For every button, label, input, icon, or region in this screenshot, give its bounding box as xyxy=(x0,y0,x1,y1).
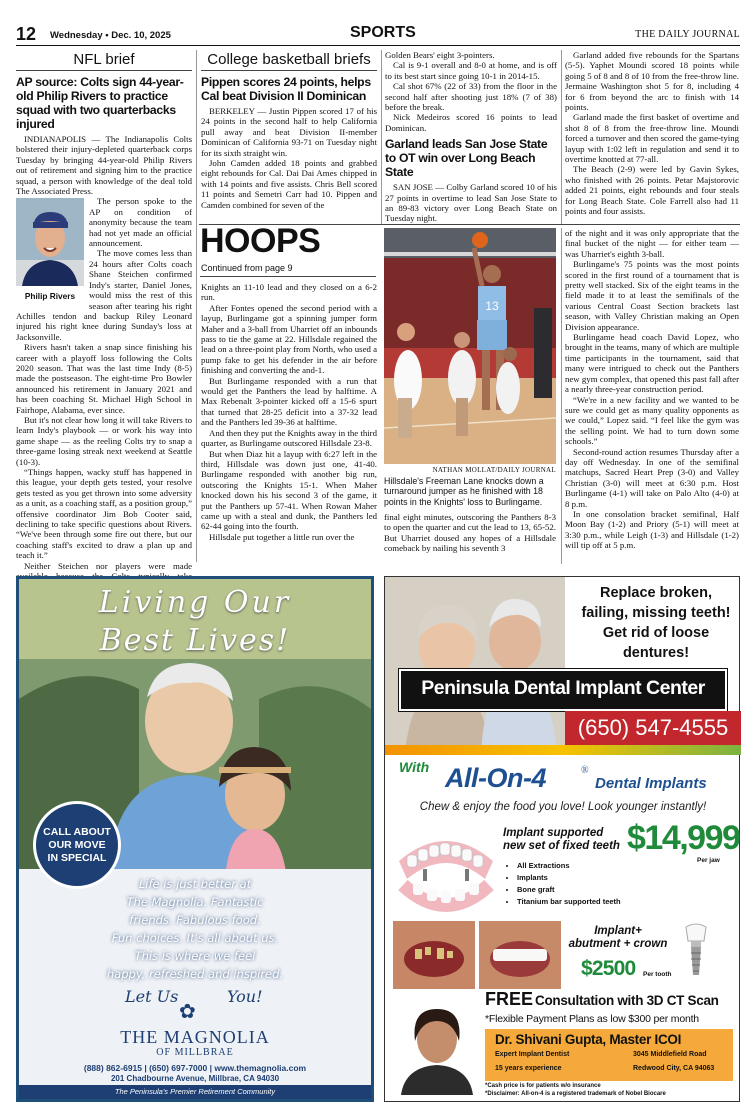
brand-name: THE MAGNOLIA xyxy=(120,1027,270,1047)
college-briefs-col-a xyxy=(201,50,377,222)
headline[interactable]: AP source: Colts sign 44-year-old Philip Rivers to practice squad with two quarterbacks injured xyxy=(16,75,184,131)
page-number: 12 xyxy=(16,24,37,44)
chew-line: Chew & enjoy the food you love! Look younger instantly! xyxy=(419,801,707,813)
paragraph: SAN JOSE — Colby Garland scored 10 of his 27 points in overtime to lead San Jose State to an 89-83 victory over Long Beach State on Tuesday night. xyxy=(385,182,557,224)
paragraph: Cal shot 67% (22 of 33) from the floor in the second half after shooting just 18% (7 of 38) before the break. xyxy=(385,81,557,113)
paragraph: Rivers hasn't taken a snap since finishing his career with a playoff loss following the Colts 2020 season. That was the last time Indy (8-5) made the postseason. The eight-time Pro Bowler announced his retirement in January 2021 and has been coaching St. Michael High School in Fairhope, Alabama, ever since. xyxy=(16,342,192,415)
doctor-photo xyxy=(393,997,481,1095)
paragraph: Hillsdale put together a little run over the xyxy=(209,531,355,542)
paragraph: Neither Steichen nor players were made xyxy=(24,560,192,571)
burst-line: IN SPECIAL xyxy=(47,851,107,864)
registered-mark: ® xyxy=(581,765,589,776)
kicker: NFL brief xyxy=(16,50,192,71)
doctor-name: Dr. Shivani Gupta, Master ICOI xyxy=(495,1032,682,1047)
headline-line-2: Best Lives! xyxy=(99,623,291,658)
tagline-line: Replace broken, xyxy=(599,585,712,601)
implant-heading xyxy=(503,827,620,853)
philip-rivers-photo xyxy=(16,198,84,286)
paragraph: The move comes less than 24 hours after Colts coach Shane Steichen confirmed Indy's starter, Daniel Jones, would miss the rest of this season after tearing his right Achilles tendon and backup Riley Leonard injured his right knee during Sunday's loss at Jacksonville. xyxy=(16,248,192,342)
paragraph: John Camden added 18 points and grabbed eight rebounds for Cal. Dai Dai Ames chipped in with 14 points and five assists. Chris Bell scored 11 points and Semetri Carr had 10. Pippen and Camden combined for seven of the xyxy=(201,158,377,210)
paragraph: Garland made the first basket of overtime and shot 8 of 8 from the free-throw line. Moundi forced a turnover and then scored the game-tying layup with 1:02 left in regulation and send it to overtime knotted at 77-all. xyxy=(565,112,739,165)
paragraph: Burlingame head coach David Lopez, who brought in the teams, many of which are multiple time participants in the tournament, said that many were intrigued to check out the Panthers new gym complex, that opened this past fall after a nearly three-year construction period. xyxy=(565,332,739,395)
paper-name: THE DAILY JOURNAL xyxy=(635,29,740,40)
implant-denture-icon xyxy=(393,825,499,917)
included-item: • All Extractions xyxy=(517,860,621,872)
paragraph: Garland added five rebounds for the Spartans (5-5). Yaphet Moundi scored 18 points while going 5 of 8 and 8 of 10 from the free-throw line. Jermaine Washington shot 5 for 8, including 4 for 6 from beyond the arc to finish with 14 points. xyxy=(565,50,739,113)
body-line: Life is just better at xyxy=(138,877,252,891)
disclaimer: *Disclaimer: All-on-4 is a registered trademark of Nobel Biocare xyxy=(485,1091,666,1097)
tagline xyxy=(573,583,739,663)
per-tooth: Per tooth xyxy=(643,971,672,978)
footer-bar xyxy=(19,1085,371,1099)
paragraph: “We're in a new facility and we wanted to be sure we could get as many quality opponents as we could,” Lopez said. “I feel like the gym was the selling point. We had to turn down some schools.” xyxy=(565,394,739,447)
credential: 15 years experience xyxy=(495,1065,562,1072)
paragraph: Golden Bears' eight 3-pointers. xyxy=(385,50,495,60)
masthead xyxy=(16,24,740,46)
burst-line: OUR MOVE xyxy=(48,838,106,851)
magnolia-flower-icon: ✿ xyxy=(179,1001,196,1023)
phone-box[interactable] xyxy=(565,711,741,745)
paragraph: But when Diaz hit a layup with 6:27 left in the third, Hillsdale was down just one, 41-40. Burlingame responded with another big run, outscoring the Knights 15-1. When Maher knocked down his his second 3 of the game, it put the Panthers up 57-41. When Rowan Maher came up with a steal and dunk, the Panthers led 62-44 going into the fourth. xyxy=(201,448,377,532)
paragraph: INDIANAPOLIS — The Indianapolis Colts bolstered their injury-depleted quarterback corps Tuesday by bringing 44-year-old Philip Rivers out of retirement and signing him to the practice squad, a person with knowledge of the deal told The Associated Press. xyxy=(16,134,192,197)
before-after-photo xyxy=(393,921,561,989)
implant2-heading xyxy=(563,925,673,951)
phone-number[interactable]: (650) 547-4555 xyxy=(577,715,729,740)
issue-date: Wednesday • Dec. 10, 2025 xyxy=(50,30,171,41)
college-briefs-col-b xyxy=(385,50,557,222)
address-line: 201 Chadbourne Avenue, Millbrae, CA 94030 xyxy=(110,1074,280,1083)
tagline-line: dentures! xyxy=(622,645,690,661)
paragraph: In one consolation bracket semifinal, Half Moon Bay (1-2) and Priory (5-1) will meet at 3:30 p.m., while Leigh (1-3) and Hillsdale (1-2) will tip off at 5 p.m. xyxy=(565,508,739,551)
photo-caption: Hillsdale's Freeman Lane knocks down a turnaround jumper as he finished with 18 points in the Knights' loss to Burlingame. xyxy=(384,476,544,507)
contact-line[interactable]: (888) 862-6915 | (650) 697-7000 | www.themagnolia.com xyxy=(83,1063,307,1073)
hoops-col-a xyxy=(201,282,377,564)
implant-tooth-icon xyxy=(683,923,709,979)
implant2-line: Implant+ xyxy=(594,925,642,937)
doctor-panel xyxy=(485,1029,733,1081)
nfl-brief xyxy=(16,50,192,571)
dental-ad[interactable] xyxy=(384,576,740,1102)
flex-payment: *Flexible Payment Plans as low $300 per month xyxy=(485,1013,699,1025)
jump-line: Continued from page 9 xyxy=(201,263,293,273)
gradient-band xyxy=(385,745,741,755)
free-label: FREE xyxy=(485,989,534,1009)
ad-body-text xyxy=(19,875,371,983)
consult-label: Consultation with 3D CT Scan xyxy=(535,993,719,1008)
section-name: SPORTS xyxy=(350,24,416,41)
included-item: • Titanium bar supported teeth xyxy=(517,896,621,908)
column-rule xyxy=(381,50,382,224)
signature-b: You! xyxy=(227,987,263,1006)
dental-implants-label: Dental Implants xyxy=(595,775,707,792)
with-label: With xyxy=(399,759,430,775)
paragraph: “Things happen, wacky stuff has happened in this league, your depth gets tested, your resolve gets tested as you get thrown into some adversity as a unit, as a coaching staff, as a position group,” offensive coordinator Jim Bob Cooter said, declining to take specific questions about Rivers. “We've been through some fire out there, but our coaching staff's excited to draw a plan up and teach it.” xyxy=(16,467,192,561)
brand-subline: OF MILLBRAE xyxy=(156,1047,234,1058)
tagline-line: failing, missing teeth! xyxy=(581,605,731,621)
paragraph: final eight minutes, outscoring the Panthers 8-3 to open the quarter and cut the lead to 13, 65-52. But Uharriet doused any hopes of a Hillsdale comeback by nailing his seventh 3 xyxy=(384,512,556,554)
body-line: This is where we feel xyxy=(134,949,256,963)
disclaimer: *Cash price is for patients w/o insurance xyxy=(485,1083,601,1089)
body-line: Fun choices. It's all about us. xyxy=(111,931,279,945)
allon4-mark: All-On-4 xyxy=(445,763,546,793)
photo-caption: Philip Rivers xyxy=(24,291,76,302)
column-rule xyxy=(561,228,562,564)
footer-text: The Peninsula's Premier Retirement Community xyxy=(114,1087,276,1096)
per-jaw: Per jaw xyxy=(697,857,720,864)
jersey-number: 13 xyxy=(485,299,499,313)
paragraph: of the night and it was only appropriate that the final bucket of the night — for either team — was Uharriet's eighth 3-ball. xyxy=(565,228,739,259)
paragraph: And then they put the Knights away in the third quarter, as Burlingame outscored Hillsdale 23-8. xyxy=(201,427,377,449)
column-rule xyxy=(561,50,562,224)
headline-line-1: Living Our xyxy=(98,585,292,620)
implant-heading-line: Implant supported xyxy=(503,827,604,839)
burst-line: CALL ABOUT xyxy=(43,825,111,838)
kicker: College basketball briefs xyxy=(201,50,377,71)
clinic-name: Peninsula Dental Implant Center xyxy=(421,677,705,699)
included-item: • Bone graft xyxy=(517,884,621,896)
photo-box xyxy=(16,198,84,301)
paragraph: Burlingame's 75 points was the most points scored in the first round of a tournament that is pretty well stacked. Six of the eight teams in the field made it to at least the semifinals of the various Central Coast Section brackets last season, with Valley Christian making an Open Division appearance. xyxy=(565,259,739,332)
body-line: happy, refreshed and inspired. xyxy=(106,967,284,981)
basketball-photo xyxy=(384,228,556,464)
jump-rule xyxy=(200,276,376,277)
implant-heading-line: new set of fixed teeth xyxy=(503,840,620,852)
paragraph: After Fontes opened the second period with a layup, Burlingame got a spinning jumper form Maher and a 3-ball from Uharriet off an inbounds pass to tie the game at 22. Hillsdale regained the lead on a three-point play from North, who used a pump fake to get his defender in the air before finishing and converting the and-1. xyxy=(201,302,377,376)
hoops-title[interactable]: HOOPS xyxy=(200,222,321,260)
credential: Expert Implant Dentist xyxy=(495,1051,570,1058)
paragraph: The Beach (2-9) were led by Gavin Sykes, who finished with 26 points. Petar Majstorovic added 21 points, eight rebounds and four steals for Long Beach State. Cole Farrell also had 11 points and four assists. xyxy=(565,164,739,217)
hoops-col-b xyxy=(384,512,556,564)
clinic-name-bar xyxy=(399,669,727,711)
address-line: 3045 Middlefield Road xyxy=(633,1051,707,1058)
included-item: • Implants xyxy=(517,872,621,884)
column-rule xyxy=(196,50,197,562)
photo-credit: NATHAN MOLLAT/DAILY JOURNAL xyxy=(432,466,556,474)
headline[interactable]: Garland leads San Jose State to OT win over Long Beach State xyxy=(385,137,548,180)
paragraph: Knights an 11-10 lead and they closed on a 6-2 run. xyxy=(201,282,377,303)
price-tooth: $2500 xyxy=(581,957,636,980)
paragraph: The person spoke to the AP on condition of anonymity because the team had not yet made an official announcement. xyxy=(89,196,192,249)
price-main: $14,999 xyxy=(627,819,740,857)
paragraph: Nick Medeiros scored 16 points to lead Dominican. xyxy=(385,112,557,133)
college-briefs-col-c xyxy=(565,50,739,222)
headline[interactable]: Pippen scores 24 points, helps Cal beat Division II Dominican xyxy=(201,75,371,103)
signature-a: Let Us xyxy=(125,987,179,1006)
paragraph: Cal is 9-1 overall and 8-0 at home, and is off to its best start since going 10-1 in 2014-15. xyxy=(385,60,557,81)
paragraph: Second-round action resumes Thursday after a day off Wednesday. In one of the semifinal matchups, Sacred Heart Prep (3-0) and Valley Christian (3-0) will meet at 6:30 p.m. Host Burlingame (4-1) will take on Palo Alto (4-0) at 8 p.m. xyxy=(565,446,739,509)
address-line: Redwood City, CA 94063 xyxy=(633,1065,715,1072)
paragraph: But it's not clear how long it will take Rivers to learn Indy's playbook — or work his way into game shape — as the reeling Colts try to snap a three-game losing streak next weekend at Seattle (10-3). xyxy=(16,414,192,467)
hoops-col-c xyxy=(565,228,739,564)
body-line: friends. Fabulous food. xyxy=(129,913,261,927)
couple-photo xyxy=(385,577,565,753)
implant2-line: abutment + crown xyxy=(568,938,668,950)
included-list xyxy=(503,860,621,908)
magnolia-ad[interactable] xyxy=(16,576,374,1102)
body-line: The Magnolia. Fantastic xyxy=(126,895,264,909)
tagline-line: Get rid of loose xyxy=(602,625,710,641)
paragraph: But Burlingame responded with a run that would get the Panthers the lead by halftime. A Max Rebenalt 3-pointer kicked off a 15-6 spurt that turned that 28-25 deficit into a 37-32 lead and the Panthers led 39-36 at halftime. xyxy=(201,375,377,428)
paragraph: BERKELEY — Justin Pippen scored 17 of his 24 points in the second half to help California pull away and beat Division II-member Dominican of California 93-71 on Tuesday night for its sixth straight win. xyxy=(201,106,377,158)
